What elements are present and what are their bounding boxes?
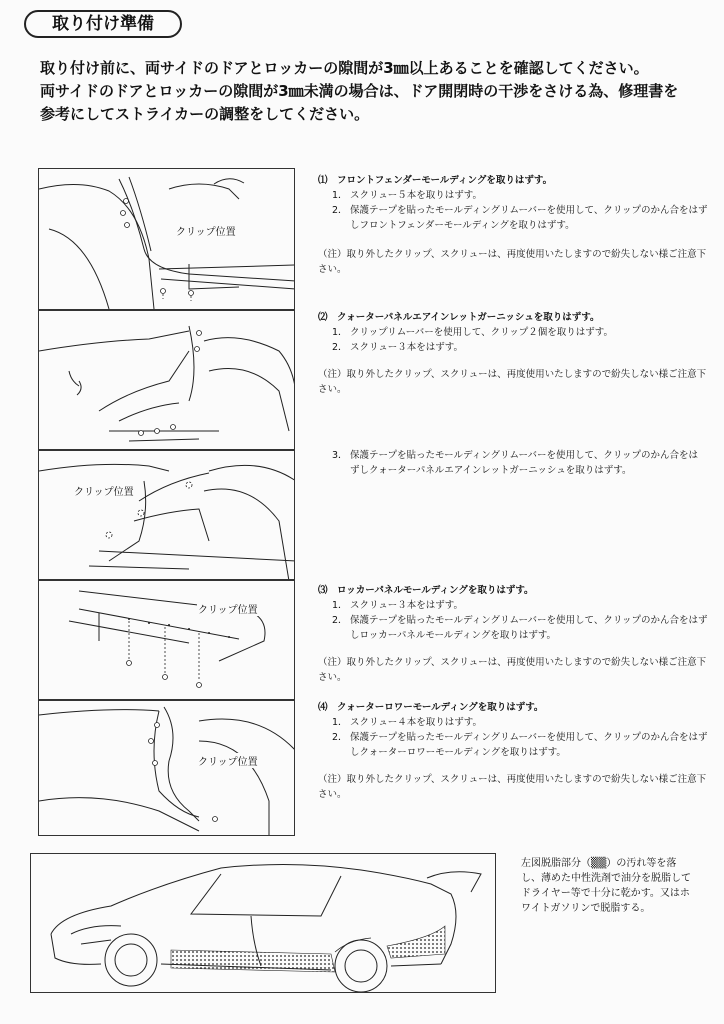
rocker-panel-drawing [39,581,295,700]
step-number: 2． [332,342,348,353]
clip-position-label: クリップ位置 [197,753,259,768]
step-item [318,203,708,233]
clip-position-label: クリップ位置 [175,223,237,238]
step-number: 2． [332,732,348,743]
step-section-2-continued [332,448,702,478]
intro-line: 取り付け前に、両サイドのドアとロッカーの隙間が3㎜以上あることを確認してください。 [40,59,649,77]
section-heading: 取り付け準備 [24,10,182,38]
step-text: スクリュー５本を取りはずす。 [350,190,482,201]
intro-paragraph [40,57,710,126]
step-section-2 [318,310,708,397]
quarter-lower-drawing [39,701,295,836]
intro-line: 両サイドのドアとロッカーの隙間が3㎜未満の場合は、ドア開閉時の干渉をさける為、修理書を [40,82,679,100]
step-item [318,340,708,355]
figure-rocker-panel [38,580,295,700]
clip-position-label: クリップ位置 [197,601,259,616]
step-text: 保護テープを貼ったモールディングリムーバーを使用して、クリップのかん合をはずしフロントフェンダーモールディングを取りはずす。 [350,205,708,231]
step-item [318,613,708,643]
step-section-3 [318,583,708,685]
step-text: スクリュー４本を取りはずす。 [350,717,482,728]
step-text: クリップリムーバーを使用して、クリップ２個を取りはずす。 [350,327,613,338]
figure-quarter-lower [38,700,295,836]
step-title: ⑴ フロントフェンダーモールディングを取りはずす。 [318,175,553,186]
step-text: スクリュー３本をはずす。 [350,600,463,611]
figure-quarter-air-inlet [38,310,295,450]
step-item [332,448,702,478]
step-number: 2． [332,205,348,216]
step-item [318,598,708,613]
step-title: ⑶ ロッカーパネルモールディングを取りはずす。 [318,585,534,596]
step-item [318,188,708,203]
step-text: 保護テープを貼ったモールディングリムーバーを使用して、クリップのかん合をはずしクォーターパネルエアインレットガーニッシュを取りはずす。 [350,450,698,476]
step-title: ⑷ クォーターロワーモールディングを取りはずす。 [318,702,544,713]
quarter-air-inlet-drawing [39,311,295,450]
clip-position-label: クリップ位置 [73,483,135,498]
degrease-instruction: 左図脱脂部分（▒▒）の汚れ等を落し、薄めた中性洗剤で油分を脱脂してドライヤー等で十分に乾かす。又はホワイトガソリンで脱脂する。 [521,858,691,914]
step-text: 保護テープを貼ったモールディングリムーバーを使用して、クリップのかん合をはずしクォーターロワーモールディングを取りはずす。 [350,732,708,758]
caution-note: （注）取り外したクリップ、スクリューは、再度使用いたしますので紛失しない様ご注意下さい。 [318,657,707,683]
step-item [318,730,708,760]
front-fender-drawing [39,169,295,310]
air-inlet-detail-drawing [39,451,295,580]
step-section-1 [318,173,708,277]
step-number: 1． [332,600,348,611]
intro-line: 参考にしてストライカーの調整をしてください。 [40,105,370,123]
step-text: 保護テープを貼ったモールディングリムーバーを使用して、クリップのかん合をはずしロッカーパネルモールディングを取りはずす。 [350,615,708,641]
step-number: 2． [332,615,348,626]
step-item [318,715,708,730]
step-item [318,325,708,340]
caution-note: （注）取り外したクリップ、スクリューは、再度使用いたしますので紛失しない様ご注意下さい。 [318,249,707,275]
step-number: 3． [332,450,348,461]
step-number: 1． [332,190,348,201]
figure-degrease-area [30,853,496,993]
step-title: ⑵ クォーターパネルエアインレットガーニッシュを取りはずす。 [318,312,600,323]
caution-note: （注）取り外したクリップ、スクリューは、再度使用いたしますので紛失しない様ご注意下さい。 [318,369,707,395]
figure-front-fender [38,168,295,310]
step-number: 1． [332,327,348,338]
step-section-4 [318,700,708,802]
car-side-drawing [31,854,496,993]
step-text: スクリュー３本をはずす。 [350,342,463,353]
caution-note: （注）取り外したクリップ、スクリューは、再度使用いたしますので紛失しない様ご注意下さい。 [318,774,707,800]
step-number: 1． [332,717,348,728]
figure-air-inlet-detail [38,450,295,580]
